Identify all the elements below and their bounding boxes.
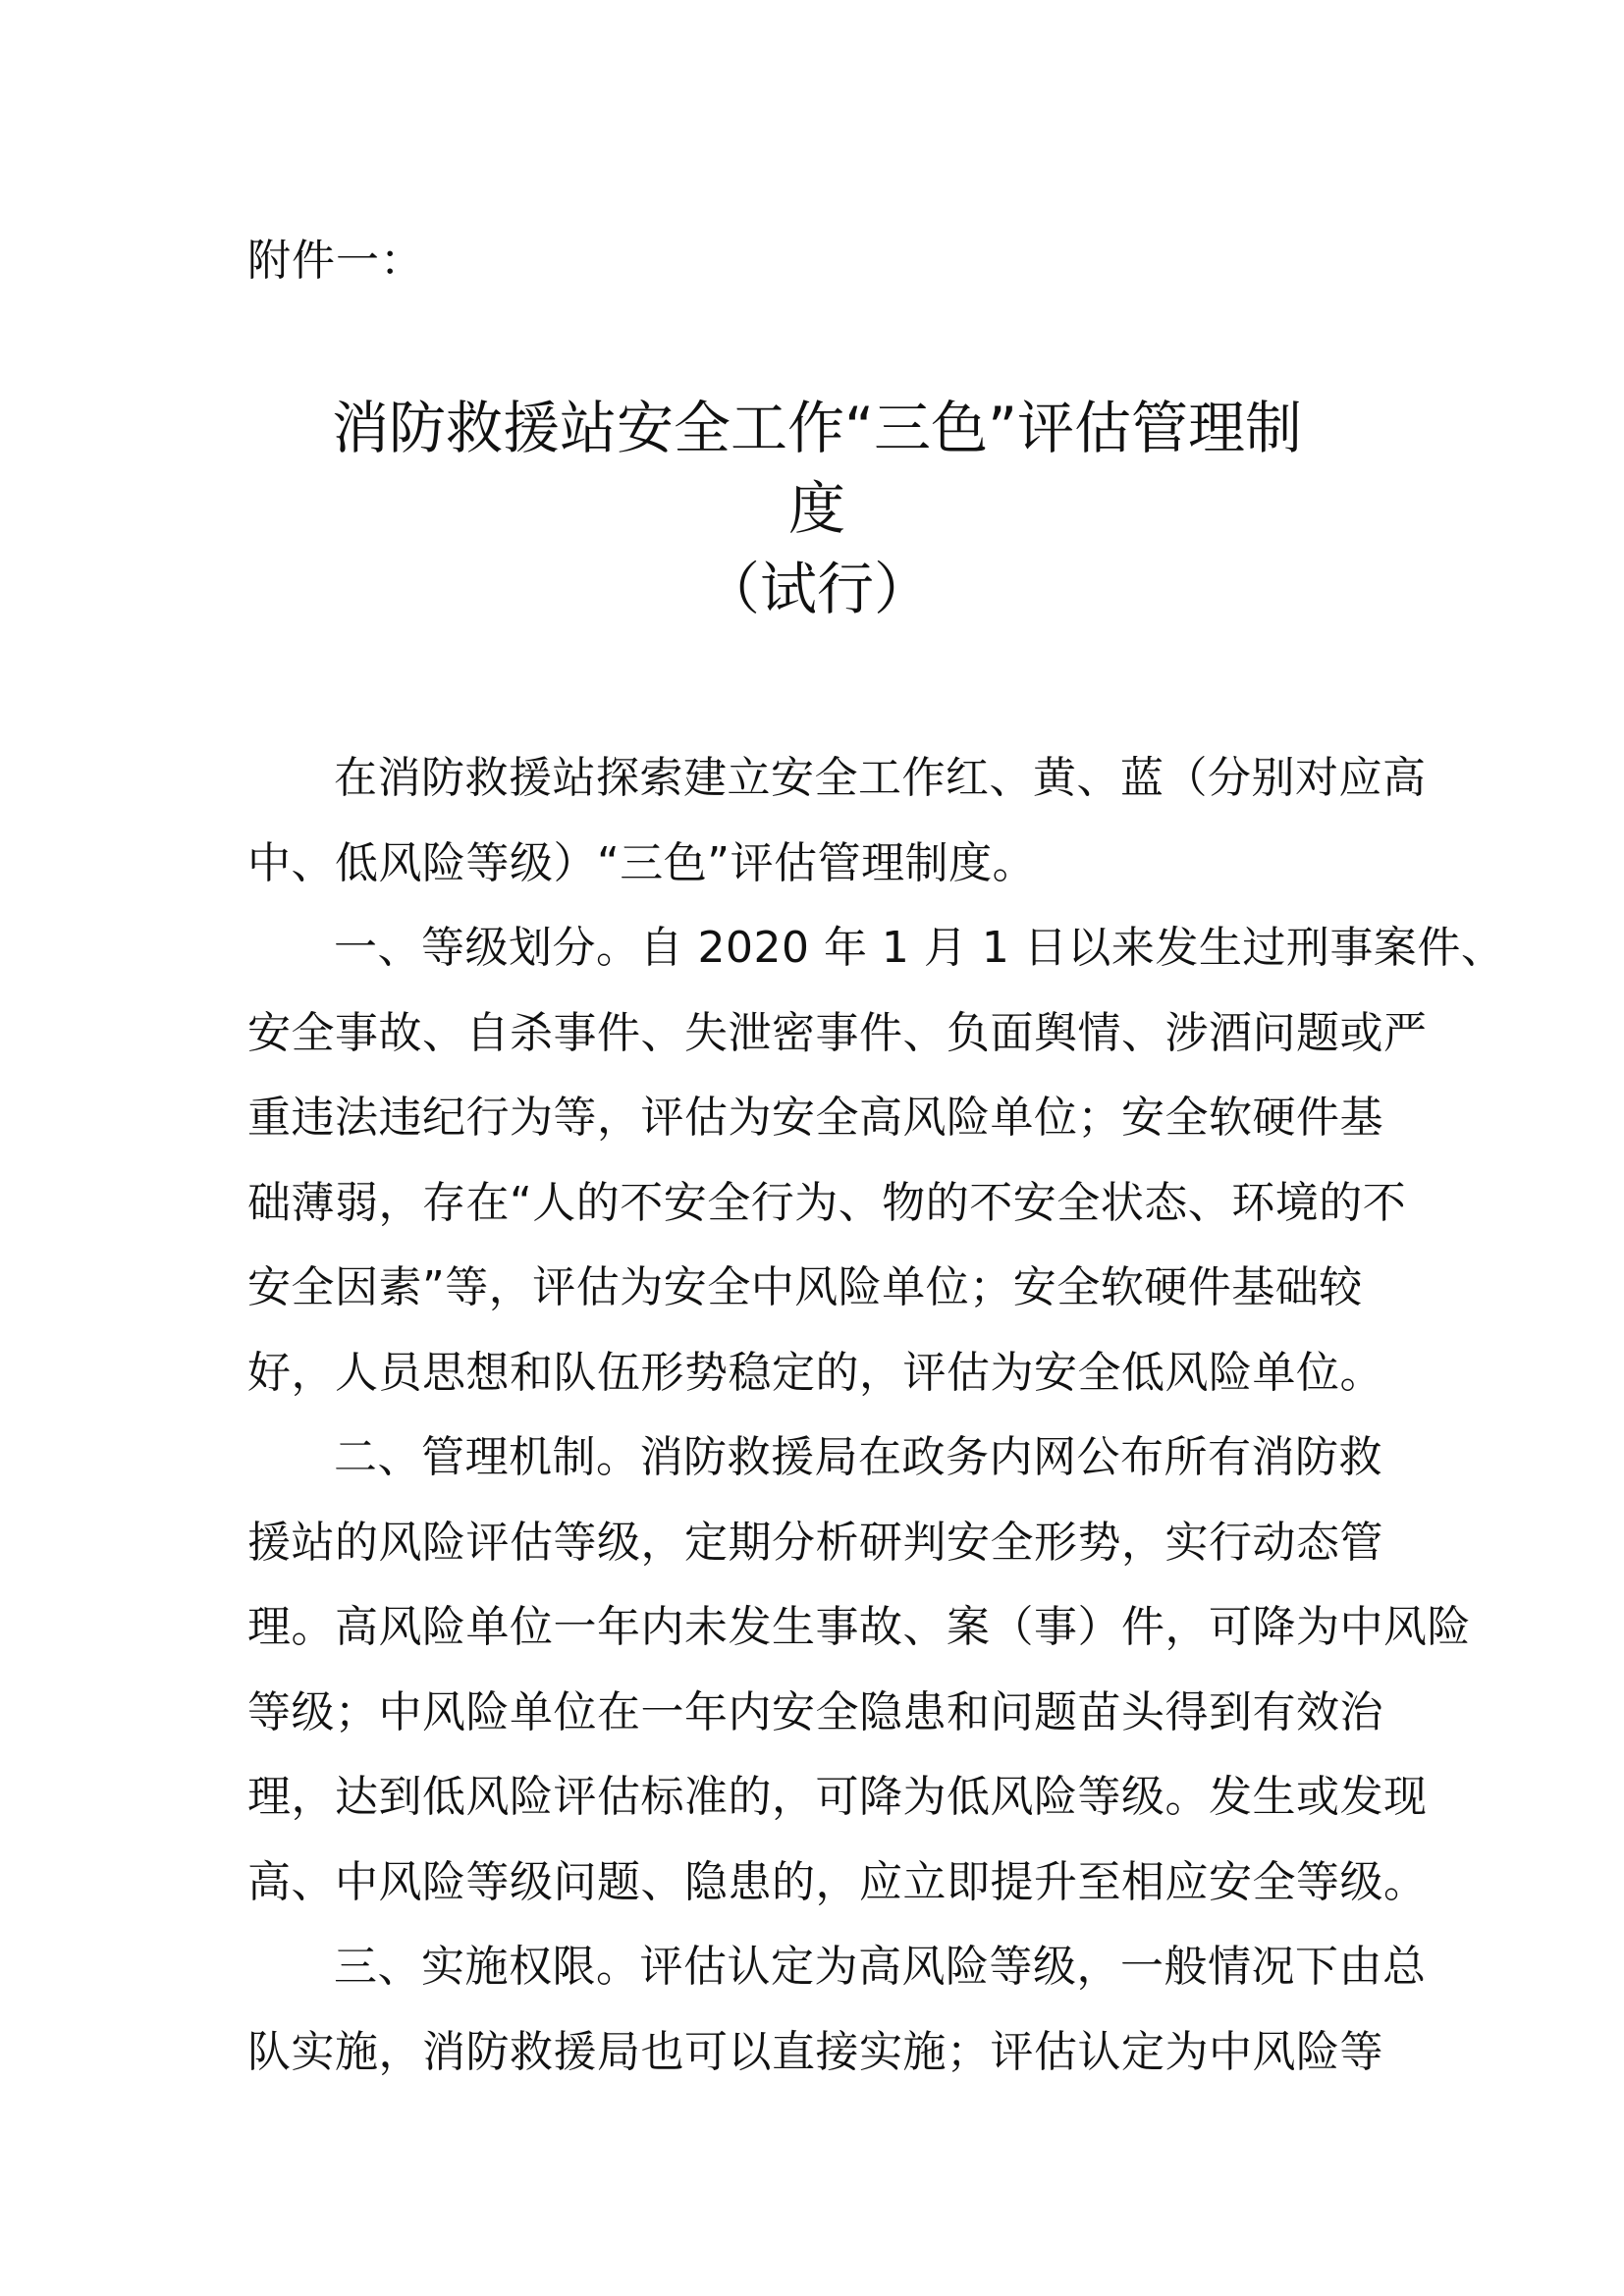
text-line: 援站的风险评估等级，定期分析研判安全形势，实行动态管	[247, 1517, 1383, 1568]
text-line: 好，人员思想和队伍形势稳定的，评估为安全低风险单位。	[247, 1347, 1383, 1398]
title-line-2: 度	[787, 475, 845, 542]
text-line: 安全事故、自杀事件、失泄密事件、负面舆情、涉酒问题或严	[247, 1007, 1428, 1058]
text-line: 理。高风险单位一年内未发生事故、案（事）件，可降为中风险	[247, 1602, 1471, 1652]
text-line: 中、低风险等级）“三色”评估管理制度。	[247, 837, 1037, 888]
paragraph-level-division	[247, 906, 1505, 1415]
text-line: 理，达到低风险评估标准的，可降为低风险等级。发生或发现	[247, 1772, 1428, 1822]
title-line-1: 消防救援站安全工作“三色”评估管理制	[331, 395, 1303, 461]
text-line: 队实施，消防救援局也可以直接实施；评估认定为中风险等	[247, 2026, 1383, 2077]
paragraph-implementation-authority	[247, 1925, 1427, 2095]
document-body	[247, 736, 1505, 2095]
title-line-3: （试行）	[702, 556, 931, 622]
text-line: 重违法违纪行为等，评估为安全高风险单位；安全软硬件基	[247, 1093, 1383, 1143]
text-line: 等级；中风险单位在一年内安全隐患和问题苗头得到有效治	[247, 1686, 1383, 1737]
paragraph-management-mechanism	[247, 1415, 1471, 1925]
text-line: 在消防救援站探索建立安全工作红、黄、蓝（分别对应高	[334, 753, 1427, 803]
text-line: 础薄弱，存在“人的不安全行为、物的不安全状态、环境的不	[247, 1177, 1407, 1228]
text-line: 二、管理机制。消防救援局在政务内网公布所有消防救	[334, 1432, 1382, 1482]
text-line: 一、等级划分。自 2020 年 1 月 1 日以来发生过刑事案件、	[334, 923, 1505, 973]
text-line: 高、中风险等级问题、隐患的，应立即提升至相应安全等级。	[247, 1856, 1428, 1907]
attachment-label: 附件一：	[247, 236, 424, 286]
document-title	[247, 388, 1386, 629]
paragraph-intro	[247, 736, 1427, 906]
text-line: 安全因素”等，评估为安全中风险单位；安全软硬件基础较	[247, 1262, 1363, 1312]
text-line: 三、实施权限。评估认定为高风险等级，一般情况下由总	[334, 1942, 1427, 1992]
